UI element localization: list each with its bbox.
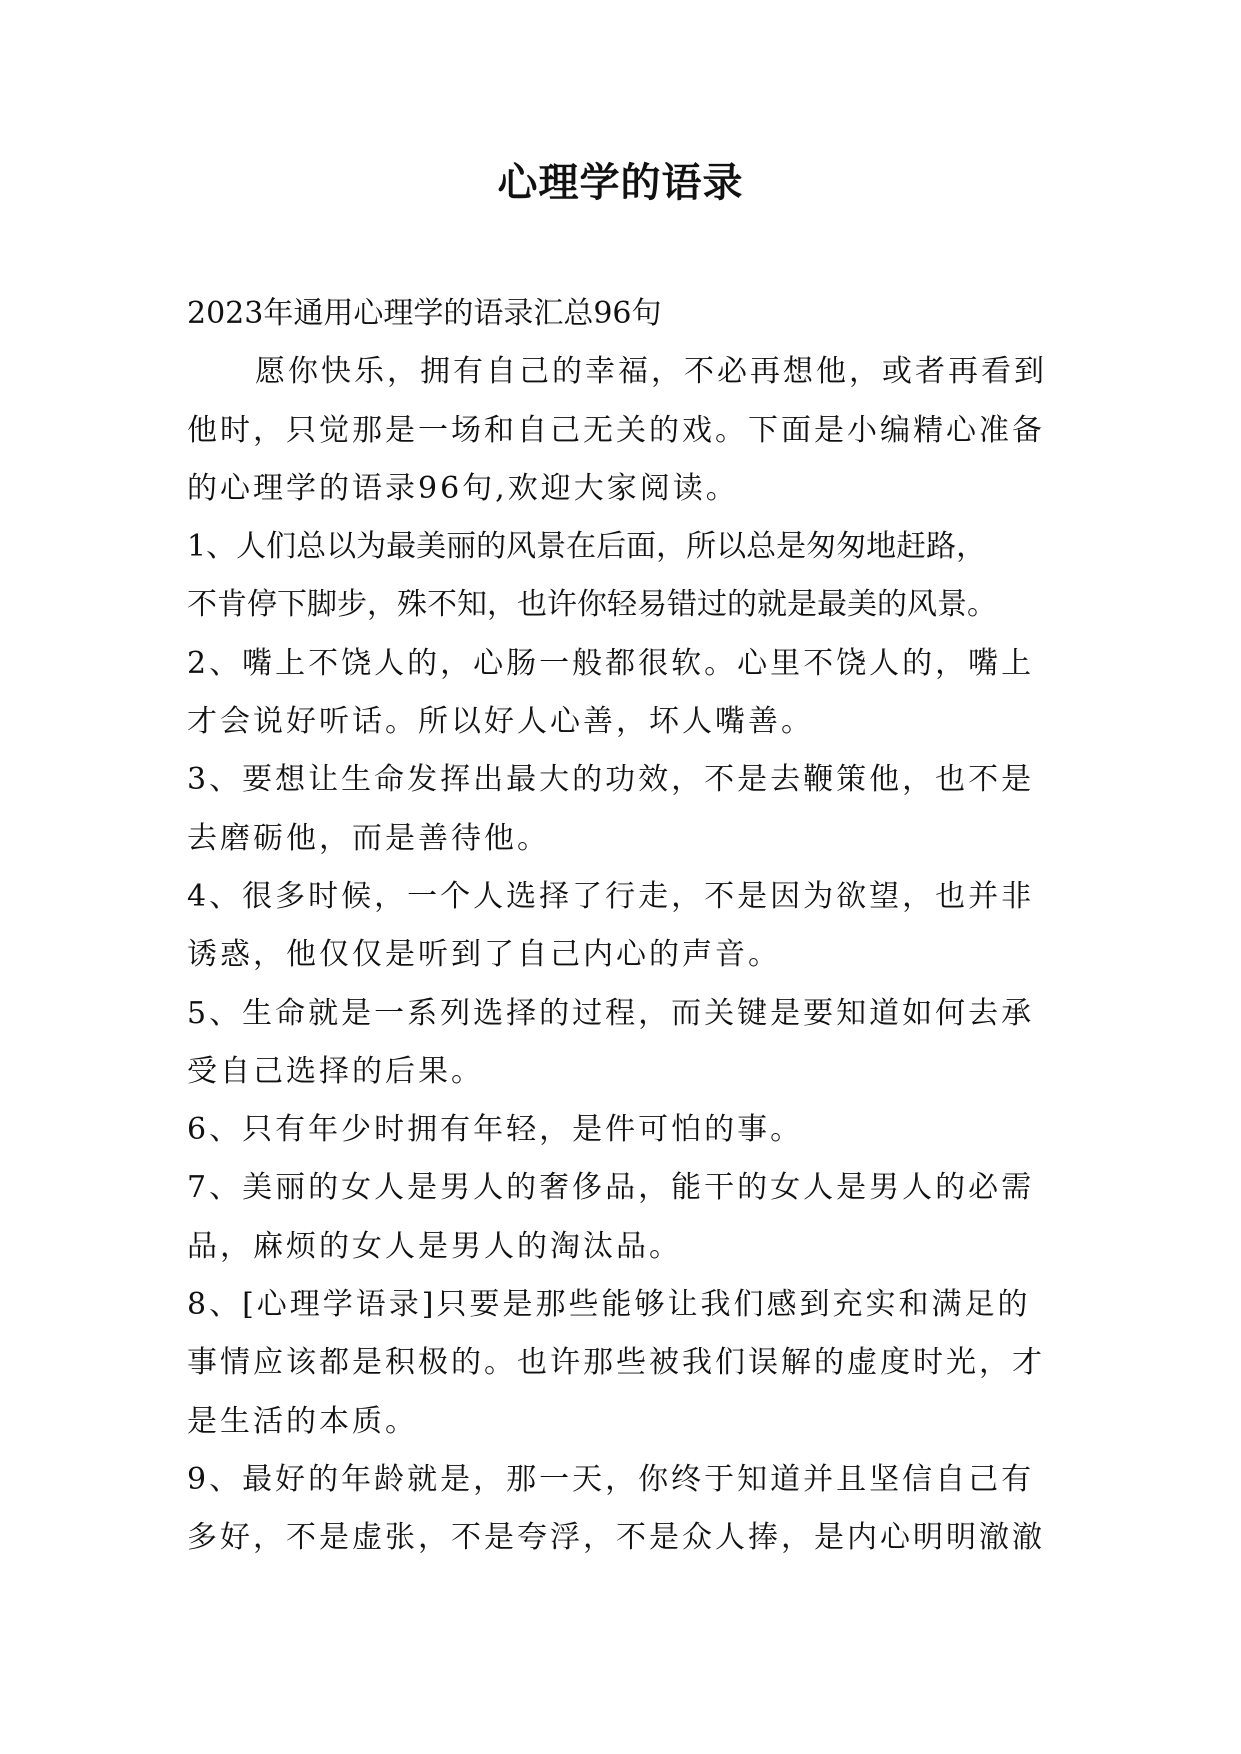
quote-line: 品，麻烦的女人是男人的淘汰品。 — [187, 1228, 682, 1264]
quote-line: 才会说好听话。所以好人心善，坏人嘴善。 — [187, 704, 814, 740]
quote-line: 3、要想让生命发挥出最大的功效，不是去鞭策他，也不是 — [187, 762, 1035, 798]
intro-line: 他时，只觉那是一场和自己无关的戏。下面是小编精心准备 — [187, 412, 1045, 448]
quote-line: 是生活的本质。 — [187, 1403, 418, 1439]
quote-line: 7、美丽的女人是男人的奢侈品，能干的女人是男人的必需 — [187, 1170, 1035, 1206]
subtitle-line: 2023年通用心理学的语录汇总96句 — [187, 296, 662, 331]
quote-line: 去磨砺他，而是善待他。 — [187, 820, 550, 856]
document-body — [187, 285, 1067, 1568]
intro-line: 愿你快乐，拥有自己的幸福，不必再想他，或者再看到 — [255, 354, 1047, 390]
document-title: 心理学的语录 — [497, 159, 744, 206]
quote-line: 5、生命就是一系列选择的过程，而关键是要知道如何去承 — [187, 995, 1035, 1031]
quote-line: 6、只有年少时拥有年轻，是件可怕的事。 — [187, 1112, 804, 1148]
quote-line: 1、人们总以为最美丽的风景在后面，所以总是匆匆地赶路， — [187, 529, 987, 565]
quote-line: 9、最好的年龄就是，那一天，你终于知道并且坚信自己有 — [187, 1461, 1035, 1497]
quote-line: 8、[心理学语录]只要是那些能够让我们感到充实和满足的 — [187, 1287, 1031, 1323]
quote-line: 事情应该都是积极的。也许那些被我们误解的虚度时光，才 — [187, 1345, 1045, 1381]
quote-line: 受自己选择的后果。 — [187, 1053, 484, 1089]
quote-line: 不肯停下脚步，殊不知，也许你轻易错过的就是最美的风景。 — [187, 587, 997, 623]
intro-line: 的心理学的语录96句,欢迎大家阅读。 — [187, 470, 739, 506]
quote-line: 多好，不是虚张，不是夸浮，不是众人捧，是内心明明澈澈 — [187, 1520, 1045, 1556]
quote-line: 4、很多时候，一个人选择了行走，不是因为欲望，也并非 — [187, 878, 1035, 914]
quote-line: 诱惑，他仅仅是听到了自己内心的声音。 — [187, 937, 781, 973]
quote-line: 2、嘴上不饶人的，心肠一般都很软。心里不饶人的，嘴上 — [187, 645, 1035, 681]
